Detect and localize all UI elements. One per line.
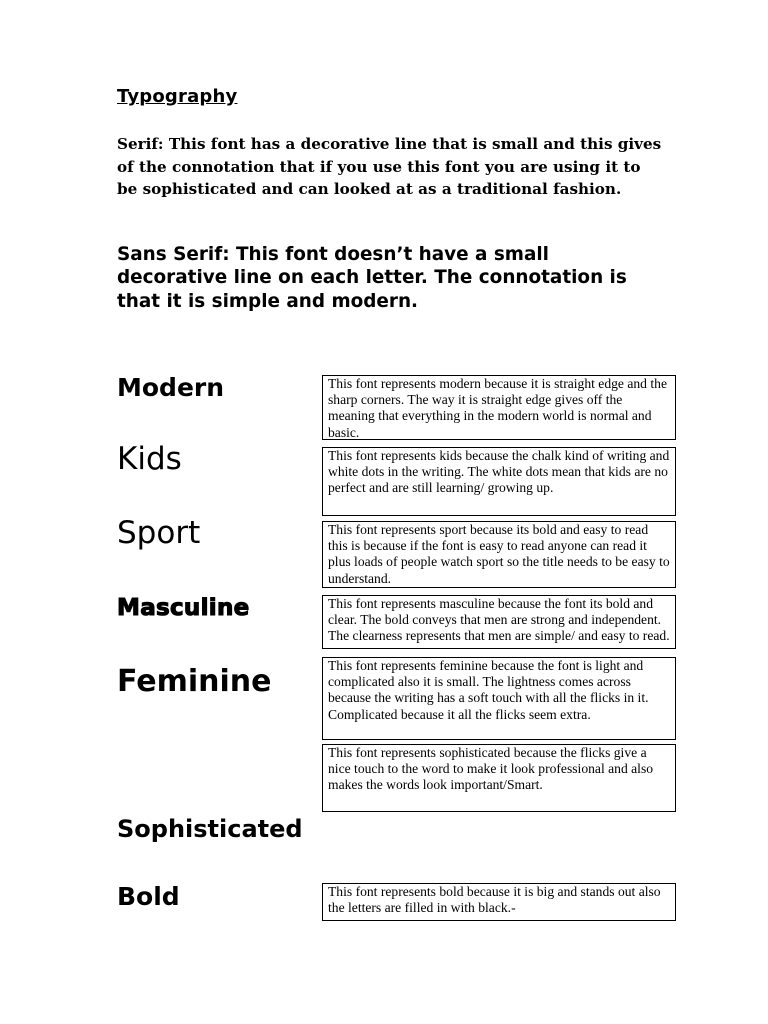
description-box-sport: This font represents sport because its bold and easy to read this is because if the font is easy to read anyone can read it plus loads of people watch sport so the title needs to be easy to understand. <box>322 521 676 588</box>
page-title: Typography <box>117 86 238 107</box>
description-box-masculine: This font represents masculine because the font its bold and clear. The bold conveys that men are strong and independent. The clearness represents that men are simple/ and easy to read. <box>322 595 676 649</box>
description-box-modern: This font represents modern because it is straight edge and the sharp corners. The way it is straight edge gives off the meaning that everything in the modern world is normal and basic. <box>322 375 676 440</box>
font-label-kids: Kids <box>117 441 182 477</box>
description-box-feminine: This font represents feminine because the font is light and complicated also it is small. The lightness comes across because the writing has a soft touch with all the flicks in it. Complicated because it all the flicks seem extra. <box>322 657 676 740</box>
description-box-bold: This font represents bold because it is big and stands out also the letters are filled in with black.- <box>322 883 676 921</box>
sans-serif-definition-paragraph: Sans Serif: This font doesn’t have a small decorative line on each letter. The connotation is that it is simple and modern. <box>117 244 627 312</box>
font-label-sport: Sport <box>117 515 201 551</box>
font-label-bold: Bold <box>117 882 180 911</box>
description-box-kids: This font represents kids because the chalk kind of writing and white dots in the writing. The white dots mean that kids are no perfect and are still learning/ growing up. <box>322 447 676 516</box>
font-label-masculine: Masculine <box>117 595 250 621</box>
font-label-modern: Modern <box>117 373 225 402</box>
font-label-sophisticated: Sophisticated <box>117 815 303 843</box>
serif-definition-paragraph: Serif: This font has a decorative line that is small and this gives of the connotation that if you use this font you are using it to be sophisticated and can looked at as a traditional fashion. <box>117 135 662 199</box>
description-box-sophisticated: This font represents sophisticated because the flicks give a nice touch to the word to make it look professional and also makes the words look important/Smart. <box>322 744 676 812</box>
font-label-feminine: Feminine <box>117 664 272 699</box>
